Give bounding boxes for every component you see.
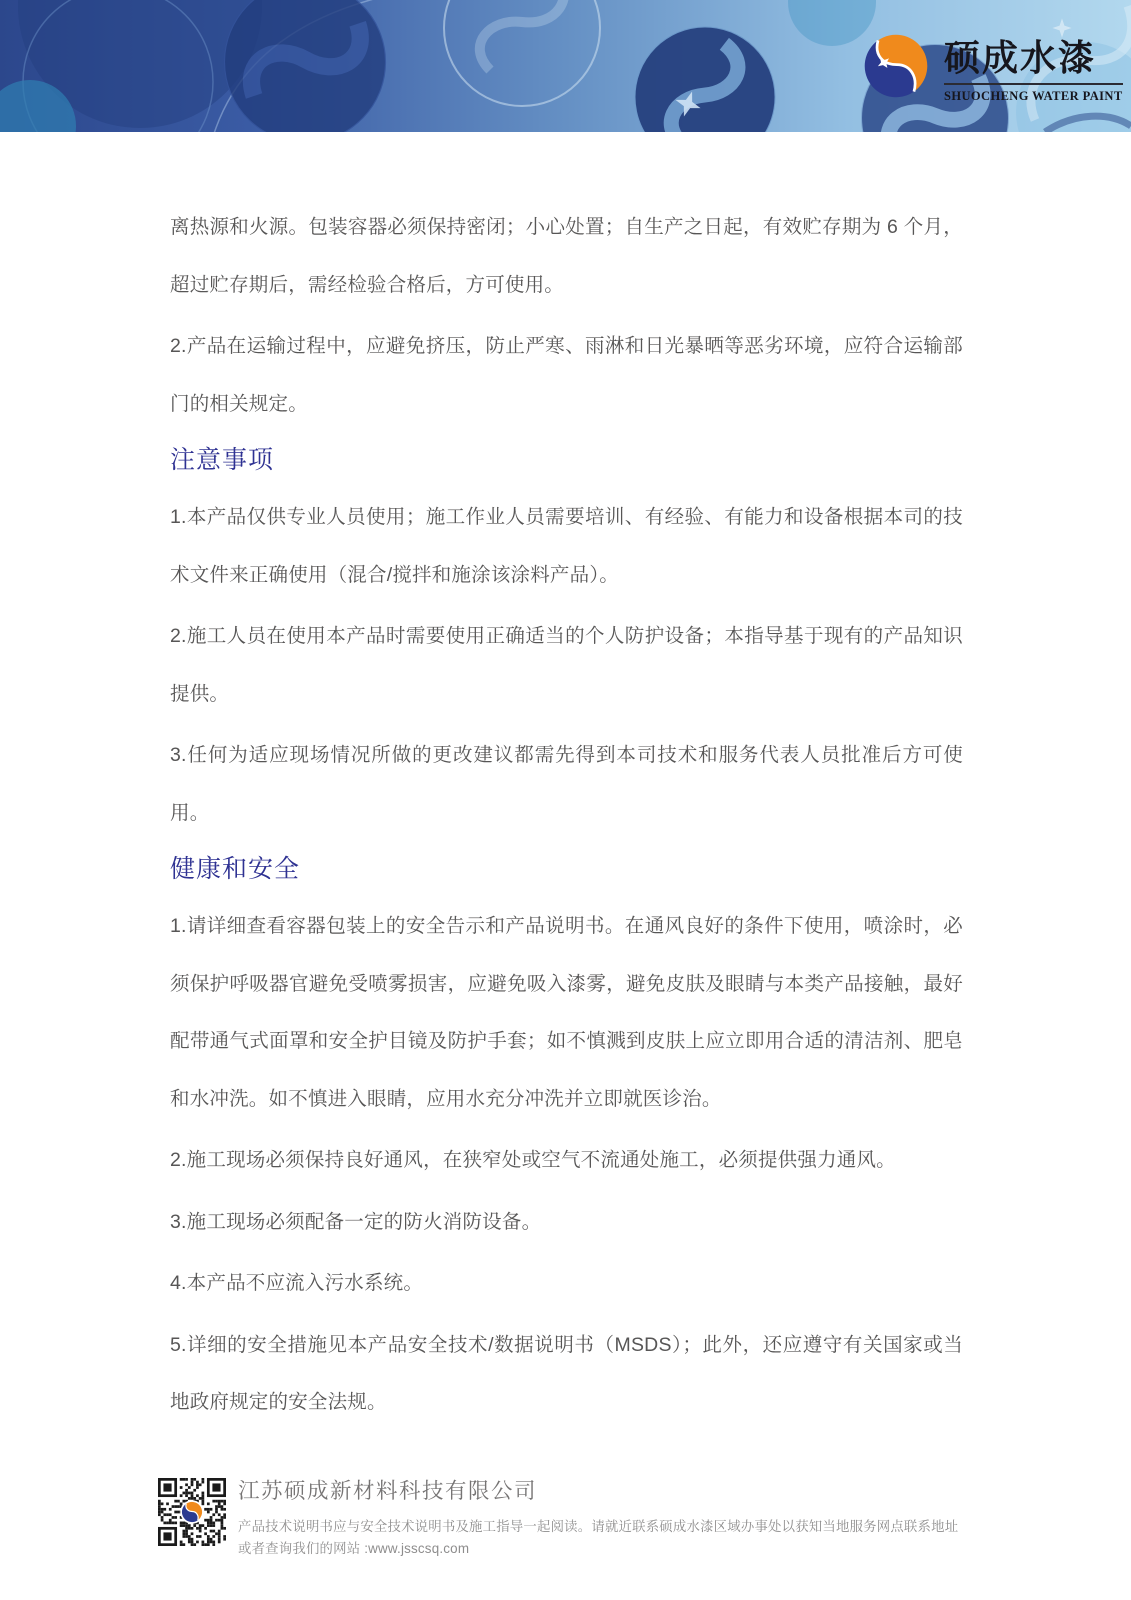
text-line: 2.施工人员在使用本产品时需要使用正确适当的个人防护设备；本指导基于现有的产品知识 (170, 625, 963, 647)
text-line: 超过贮存期后，需经检验合格后，方可使用。 (170, 273, 565, 296)
brand-divider (944, 83, 1123, 85)
text-line: 2.产品在运输过程中，应避免挤压，防止严寒、雨淋和日光暴晒等恶劣环境，应符合运输部 (170, 335, 963, 357)
paragraph (170, 489, 963, 604)
text-line: 3.施工现场必须配备一定的防火消防设备。 (170, 1210, 542, 1233)
paragraph (170, 1132, 963, 1190)
text-line: 术文件来正确使用（混合/搅拌和施涂该涂料产品）。 (170, 563, 619, 586)
paragraph (170, 318, 963, 433)
text-line: 和水冲洗。如不慎进入眼睛，应用水充分冲洗并立即就医诊治。 (170, 1087, 722, 1110)
brand-name-en: SHUOCHENG WATER PAINT (944, 89, 1123, 103)
brand-logo (862, 26, 1123, 106)
section-heading: 注意事项 (170, 446, 275, 474)
text-line: 2.施工现场必须保持良好通风，在狭窄处或空气不流通处施工，必须提供强力通风。 (170, 1149, 896, 1171)
text-line: 5.详细的安全措施见本产品安全技术/数据说明书（MSDS）；此外，还应遵守有关国家或当 (170, 1333, 963, 1356)
text-line: 配带通气式面罩和安全护目镜及防护手套；如不慎溅到皮肤上应立即用合适的清洁剂、肥皂 (170, 1030, 963, 1052)
text-line: 1.请详细查看容器包装上的安全告示和产品说明书。在通风良好的条件下使用，喷涂时，必 (170, 915, 963, 937)
text-line: 须保护呼吸器官避免受喷雾损害，应避免吸入漆雾，避免皮肤及眼睛与本类产品接触，最好 (170, 972, 963, 995)
brand-swirl-icon (862, 26, 930, 106)
company-name: 江苏硕成新材料科技有限公司 (238, 1479, 538, 1503)
document-body (170, 199, 963, 1432)
text-line: 用。 (170, 801, 210, 824)
text-line: 1.本产品仅供专业人员使用；施工作业人员需要培训、有经验、有能力和设备根据本司的技 (170, 506, 963, 528)
paragraph (170, 199, 963, 314)
text-line: 地政府规定的安全法规。 (170, 1391, 387, 1413)
text-line: 4.本产品不应流入污水系统。 (170, 1272, 424, 1294)
footer-note-line1: 产品技术说明书应与安全技术说明书及施工指导一起阅读。请就近联系硕成水漆区域办事处以获知当地服务网点联系地址 (238, 1519, 959, 1534)
text-line: 提供。 (170, 682, 230, 705)
header-banner (0, 0, 1131, 132)
footer (158, 1474, 958, 1559)
qr-center-logo-icon (180, 1500, 204, 1524)
brand-name-cn: 硕成水漆 (944, 38, 1097, 78)
footer-note-line2: 或者查询我们的网站 :www.jsscsq.com (238, 1540, 470, 1556)
text-line: 门的相关规定。 (170, 392, 308, 415)
section-heading: 健康和安全 (170, 855, 301, 883)
text-line: 3.任何为适应现场情况所做的更改建议都需先得到本司技术和服务代表人员批准后方可使 (170, 744, 963, 766)
qr-code-icon (158, 1478, 226, 1546)
paragraph (170, 608, 963, 723)
paragraph (170, 898, 963, 1128)
paragraph (170, 727, 963, 842)
paragraph (170, 1255, 963, 1313)
text-line: 离热源和火源。包装容器必须保持密闭；小心处置；自生产之日起，有效贮存期为 6 个月， (170, 216, 963, 238)
paragraph (170, 1194, 963, 1252)
paragraph (170, 1317, 963, 1432)
